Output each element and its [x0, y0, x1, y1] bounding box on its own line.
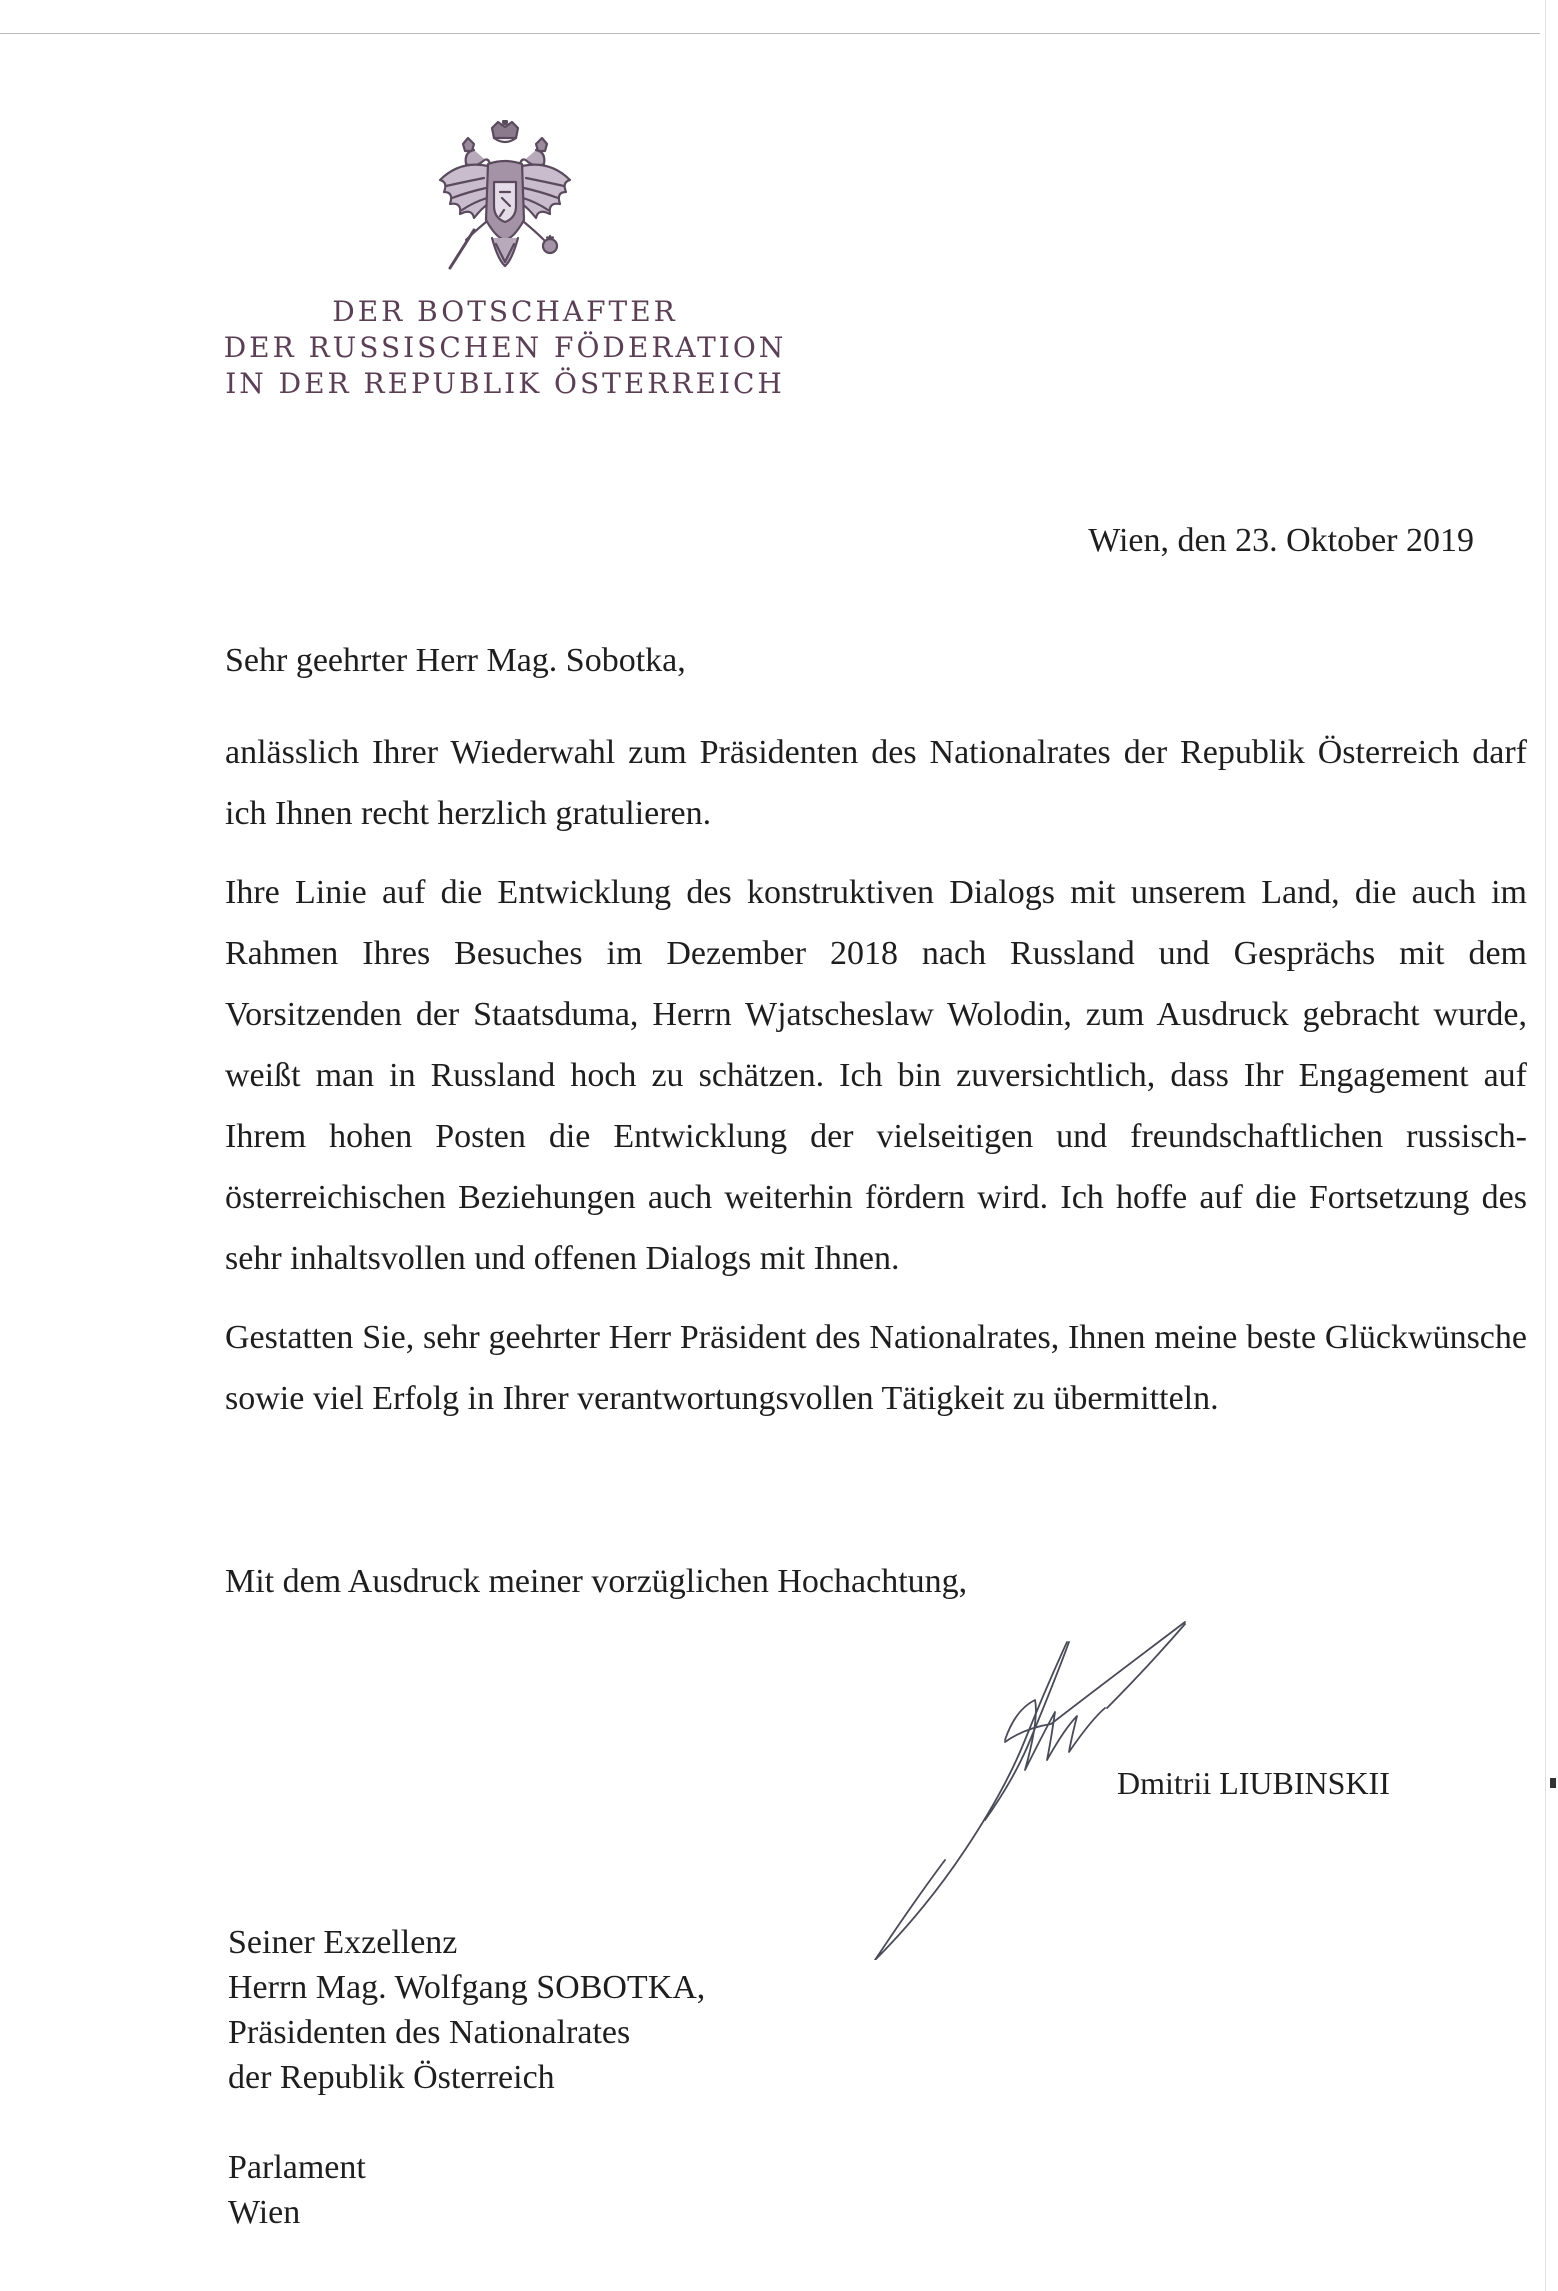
double-headed-eagle-coat-of-arms-icon	[430, 120, 580, 280]
recipient-line-title: Seiner Exzellenz	[228, 1924, 458, 1961]
paragraph-congratulations: anlässlich Ihrer Wiederwahl zum Präsidenten des Nationalrates der Republik Österreich darf ich Ihnen recht herzlich gratulieren.	[225, 734, 1527, 832]
closing-phrase: Mit dem Ausdruck meiner vorzüglichen Hochachtung,	[225, 1563, 968, 1600]
paragraph-wishes: Gestatten Sie, sehr geehrter Herr Präsident des Nationalrates, Ihnen meine beste Glückwünsche sowie viel Erfolg in Ihrer verantwortungsvollen Tätigkeit zu übermitteln.	[225, 1319, 1527, 1417]
scan-edge-mark	[1550, 1778, 1556, 1788]
letterhead-line-title: DER BOTSCHAFTER	[332, 295, 678, 328]
letterhead	[200, 294, 810, 402]
recipient-line-position: Präsidenten des Nationalrates	[228, 2014, 631, 2051]
scan-right-edge	[1545, 0, 1546, 2291]
letterhead-line-federation: DER RUSSISCHEN FÖDERATION	[223, 331, 787, 364]
destination-address	[228, 2145, 366, 2235]
scan-top-edge	[0, 33, 1540, 34]
recipient-line-name: Herrn Mag. Wolfgang SOBOTKA,	[228, 1969, 706, 2006]
destination-line-building: Parlament	[228, 2149, 366, 2186]
recipient-address	[228, 1920, 705, 2100]
destination-line-city: Wien	[228, 2194, 301, 2231]
letter-date: Wien, den 23. Oktober 2019	[1088, 522, 1474, 559]
paragraph-dialog: Ihre Linie auf die Entwicklung des konstruktiven Dialogs mit unserem Land, die auch im Rahmen Ihres Besuches im Dezember 2018 nach Russland und Gesprächs mit dem Vorsitzenden der Staatsduma, Herrn Wjatscheslaw Wolodin, zum Ausdruck gebracht wurde, weißt man in Russland hoch zu schätzen. Ich bin zuversichtlich, dass Ihr Engagement auf Ihrem hohen Posten die Entwicklung der vielseitigen und freundschaftlichen russisch-österreichischen Beziehungen auch weiterhin fördern wird. Ich hoffe auf die Fortsetzung des sehr inhaltsvollen und offenen Dialogs mit Ihnen.	[225, 874, 1527, 1277]
letterhead-line-republic: IN DER REPUBLIK ÖSTERREICH	[225, 367, 785, 400]
letter-body	[225, 722, 1527, 1447]
signer-name: Dmitrii LIUBINSKII	[1117, 1765, 1390, 1801]
salutation: Sehr geehrter Herr Mag. Sobotka,	[225, 642, 686, 679]
recipient-line-country: der Republik Österreich	[228, 2059, 555, 2096]
